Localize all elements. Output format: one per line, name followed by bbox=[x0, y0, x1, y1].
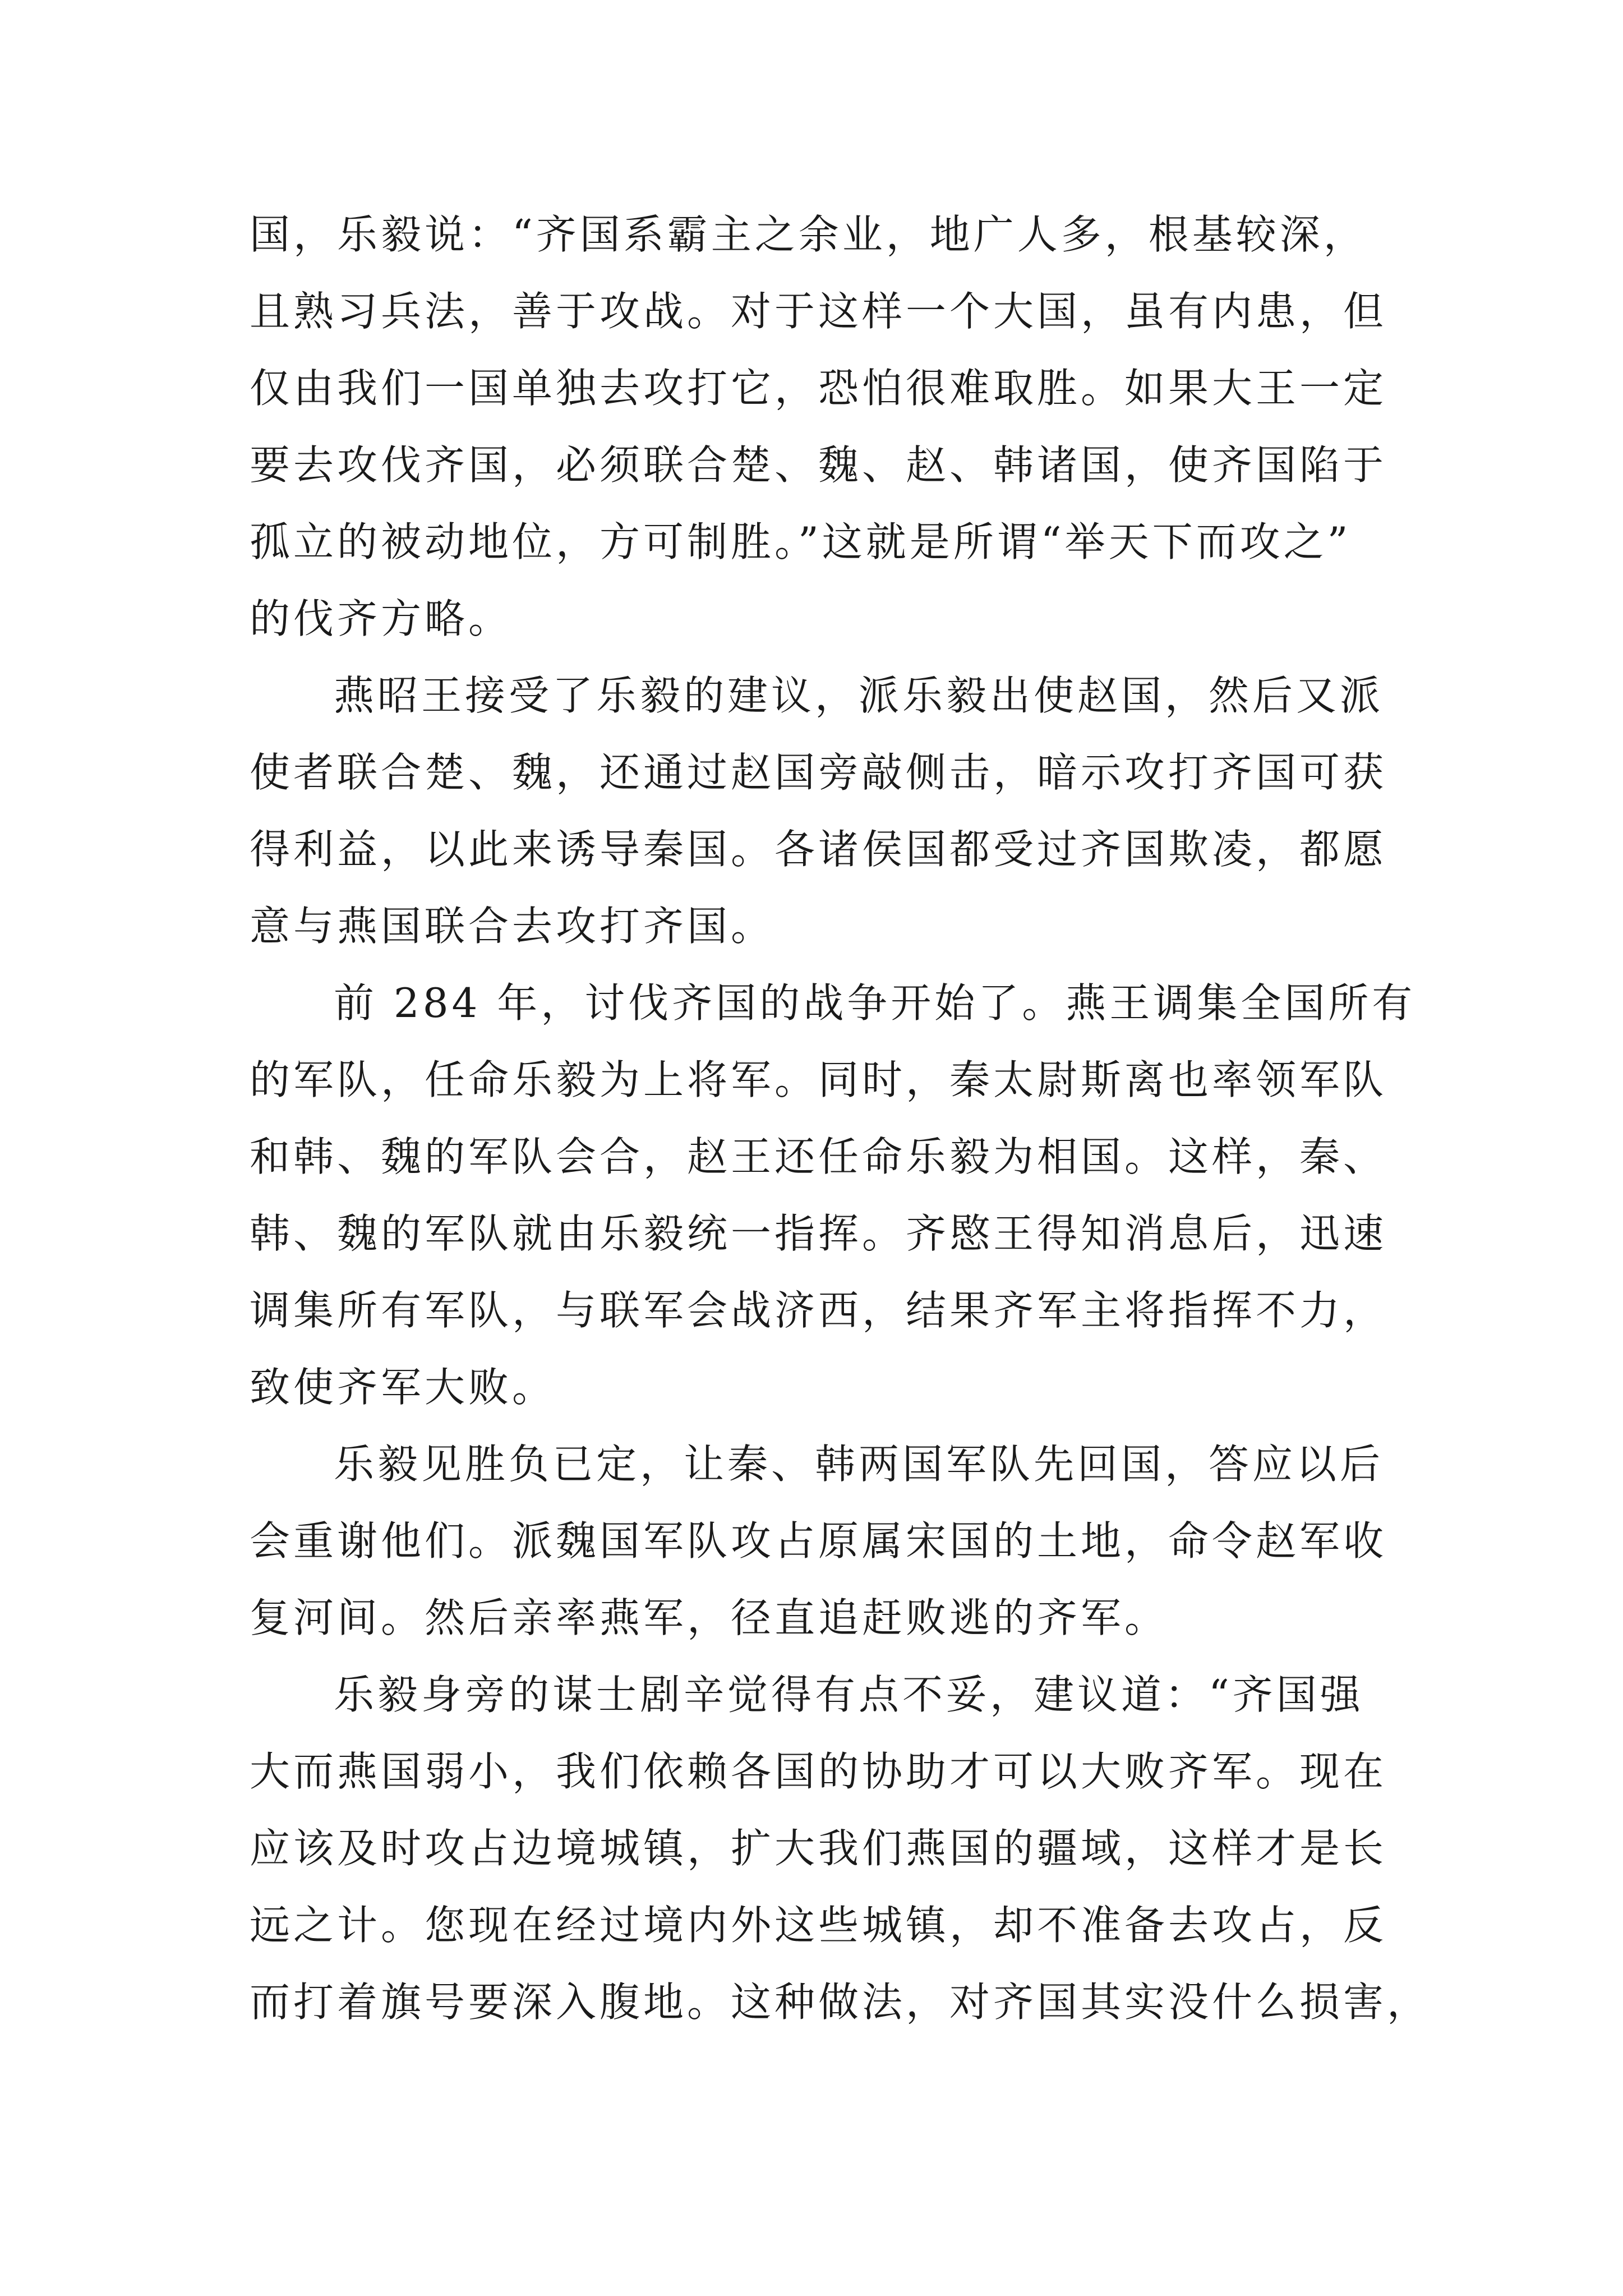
text-line: 而打着旗号要深入腹地。这种做法，对齐国其实没什么损害， bbox=[250, 1978, 1431, 2026]
text-line: 仅由我们一国单独去攻打它，恐怕很难取胜。如果大王一定 bbox=[250, 365, 1387, 412]
text-line: 的伐齐方略。 bbox=[250, 595, 513, 642]
text-line: 国，乐毅说：“齐国系霸主之余业，地广人多，根基较深， bbox=[250, 211, 1367, 258]
paragraph-5 bbox=[250, 1657, 1431, 2041]
text-line: 的军队，任命乐毅为上将军。同时，秦太尉斯离也率领军队 bbox=[250, 1056, 1387, 1103]
text-line: 乐毅见胜负已定，让秦、韩两国军队先回国，答应以后 bbox=[334, 1441, 1384, 1488]
paragraph-1 bbox=[250, 196, 1387, 657]
paragraph-4 bbox=[250, 1426, 1387, 1657]
paragraph-3 bbox=[250, 965, 1416, 1426]
text-line: 孤立的被动地位，方可制胜。”这就是所谓“举天下而攻之” bbox=[250, 518, 1352, 565]
text-line: 应该及时攻占边境城镇，扩大我们燕国的疆域，这样才是长 bbox=[250, 1825, 1387, 1872]
text-line: 燕昭王接受了乐毅的建议，派乐毅出使赵国，然后又派 bbox=[334, 672, 1384, 719]
text-line: 大而燕国弱小，我们依赖各国的协助才可以大败齐军。现在 bbox=[250, 1748, 1387, 1795]
text-line: 韩、魏的军队就由乐毅统一指挥。齐愍王得知消息后，迅速 bbox=[250, 1210, 1387, 1257]
text-line: 且熟习兵法，善于攻战。对于这样一个大国，虽有内患，但 bbox=[250, 288, 1387, 335]
paragraph-2 bbox=[250, 657, 1387, 965]
text-line: 会重谢他们。派魏国军队攻占原属宋国的土地，命令赵军收 bbox=[250, 1517, 1387, 1565]
text-line: 得利益，以此来诱导秦国。各诸侯国都受过齐国欺凌，都愿 bbox=[250, 826, 1387, 873]
text-line: 要去攻伐齐国，必须联合楚、魏、赵、韩诸国，使齐国陷于 bbox=[250, 441, 1387, 489]
text-line: 乐毅身旁的谋士剧辛觉得有点不妥，建议道：“齐国强 bbox=[334, 1671, 1364, 1718]
text-line: 复河间。然后亲率燕军，径直追赶败逃的齐军。 bbox=[250, 1594, 1169, 1641]
text-line: 致使齐军大败。 bbox=[250, 1364, 556, 1411]
text-line: 和韩、魏的军队会合，赵王还任命乐毅为相国。这样，秦、 bbox=[250, 1133, 1387, 1180]
text-line: 使者联合楚、魏，还通过赵国旁敲侧击，暗示攻打齐国可获 bbox=[250, 749, 1387, 796]
text-line: 调集所有军队，与联军会战济西，结果齐军主将指挥不力， bbox=[250, 1287, 1387, 1334]
document-body bbox=[250, 196, 1431, 2041]
text-line: 前 284 年，讨伐齐国的战争开始了。燕王调集全国所有 bbox=[334, 979, 1416, 1027]
text-line: 意与燕国联合去攻打齐国。 bbox=[250, 903, 775, 950]
text-line: 远之计。您现在经过境内外这些城镇，却不准备去攻占，反 bbox=[250, 1902, 1387, 1949]
